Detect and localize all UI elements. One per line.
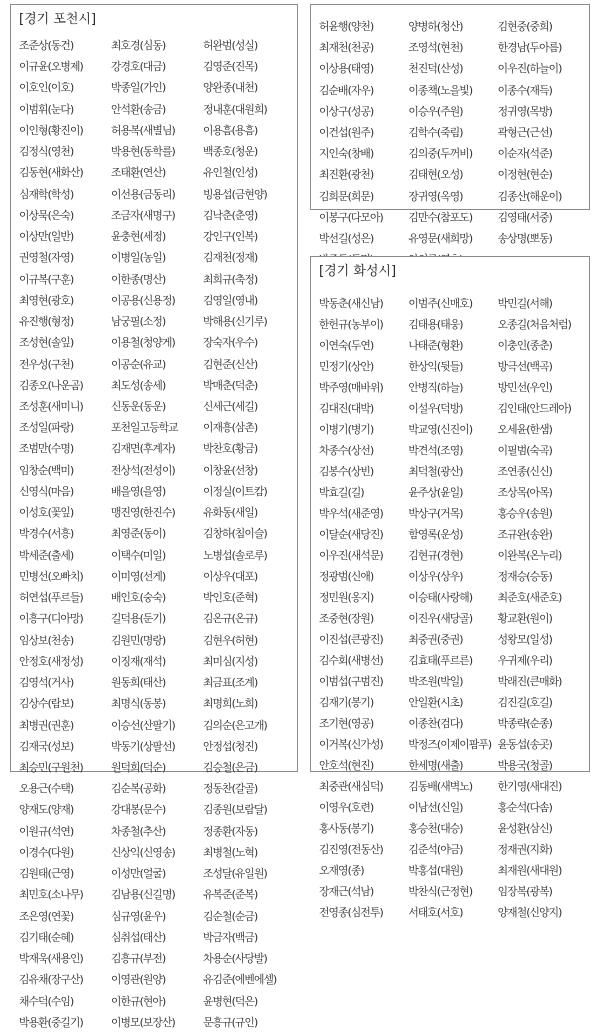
name-entry: 박찬식(근정현) bbox=[408, 885, 473, 899]
name-list bbox=[19, 35, 295, 1033]
name-entry: 박선길(성은) bbox=[319, 231, 374, 245]
name-entry: 오종길(처음처럼) bbox=[497, 318, 571, 332]
name-entry: 김영태(서중) bbox=[497, 210, 552, 224]
name-entry: 박종일(가인) bbox=[111, 81, 166, 95]
name-entry: 박래진(큰매화) bbox=[497, 675, 562, 689]
name-entry: 김남용(신길명) bbox=[111, 888, 175, 902]
name-entry: 안석환(송금) bbox=[111, 102, 166, 116]
name-entry: 민병선(오빠치) bbox=[19, 569, 83, 583]
name-entry: 김재국(성보) bbox=[19, 739, 74, 753]
name-entry: 김현중(중희) bbox=[497, 20, 552, 33]
name-entry: 심규영(윤우) bbox=[111, 909, 166, 923]
name-entry: 맹진영(한진수) bbox=[111, 506, 175, 520]
name-entry: 최준호(새준호) bbox=[497, 591, 562, 605]
name-entry: 최명희(노희) bbox=[203, 697, 258, 711]
name-entry: 차종철(추산) bbox=[111, 824, 166, 838]
name-entry: 최미심(지성) bbox=[203, 654, 258, 668]
name-entry: 전영종(심전투) bbox=[319, 906, 383, 920]
name-entry: 이달순(새당진) bbox=[319, 528, 383, 542]
name-entry: 김의중(두꺼비) bbox=[408, 147, 473, 161]
name-entry: 조상목(아목) bbox=[497, 486, 552, 500]
name-entry: 김봉수(상빈) bbox=[319, 465, 374, 479]
name-entry: 이범섭(구범진) bbox=[319, 675, 383, 689]
name-entry: 박금자(백금) bbox=[203, 930, 258, 944]
name-entry: 차용순(사당발) bbox=[203, 952, 267, 966]
name-entry: 양재도(양재) bbox=[19, 803, 74, 817]
name-list bbox=[319, 293, 587, 923]
name-entry: 박매춘(덕춘) bbox=[203, 378, 258, 392]
name-entry: 조중현(장원) bbox=[319, 612, 374, 626]
name-entry: 유인철(인성) bbox=[203, 166, 258, 180]
name-entry: 이병일(농일) bbox=[111, 251, 166, 265]
name-entry: 이규복(구훈) bbox=[19, 272, 74, 286]
name-entry: 이흥구(디아망) bbox=[19, 612, 83, 626]
name-entry: 홍승우(송원) bbox=[497, 507, 552, 521]
name-entry: 이상우(대포) bbox=[203, 569, 258, 583]
name-entry: 정동찬(갈골) bbox=[203, 782, 258, 796]
name-entry: 김태용(태웅) bbox=[408, 318, 463, 332]
name-entry: 홍순석(다솜) bbox=[497, 801, 552, 815]
name-entry: 김영석(거사) bbox=[19, 676, 74, 690]
name-entry: 윤동섭(송곳) bbox=[497, 738, 552, 752]
name-entry: 우귀제(우리) bbox=[497, 654, 552, 668]
name-entry: 한세명(새출) bbox=[408, 759, 463, 773]
name-entry: 김영준(진목) bbox=[203, 60, 258, 74]
name-entry: 임상보(천송) bbox=[19, 633, 74, 647]
name-entry: 이필범(숙곡) bbox=[497, 444, 552, 458]
name-entry: 지인숙(창배) bbox=[319, 147, 374, 161]
name-entry: 이성호(꽃잎) bbox=[19, 506, 74, 520]
name-entry: 박해용(신기루) bbox=[203, 315, 267, 329]
name-entry: 이종수(재득) bbox=[497, 83, 552, 97]
name-entry: 김의순(은고개) bbox=[203, 718, 267, 732]
name-entry: 이승선(산팔기) bbox=[111, 718, 175, 732]
name-entry: 김재천(정재) bbox=[203, 251, 258, 265]
name-entry: 김효태(푸르른) bbox=[408, 654, 473, 668]
name-entry: 이택수(미일) bbox=[111, 548, 166, 562]
name-entry: 강경호(대금) bbox=[111, 60, 166, 74]
name-entry: 이인형(황진이) bbox=[19, 123, 83, 137]
name-entry: 배을영(을영) bbox=[111, 484, 166, 498]
name-entry: 배인호(숭숙) bbox=[111, 591, 166, 605]
name-entry: 최덕철(광산) bbox=[408, 465, 463, 479]
name-entry: 방극선(백곡) bbox=[497, 360, 552, 374]
name-entry: 이종찬(검다) bbox=[408, 717, 463, 731]
name-entry: 문흥규(규인) bbox=[203, 1015, 258, 1029]
name-entry: 장귀영(옥영) bbox=[408, 189, 463, 203]
name-entry: 오용근(수택) bbox=[19, 782, 74, 796]
name-entry: 박조원(박일) bbox=[408, 675, 463, 689]
name-entry: 박효길(길) bbox=[319, 486, 364, 500]
name-entry: 정종환(자동) bbox=[203, 824, 258, 838]
name-entry: 이정실(이트캄) bbox=[203, 484, 267, 498]
name-entry: 전상석(전성이) bbox=[111, 463, 175, 477]
name-entry: 김수회(새병선) bbox=[319, 654, 383, 668]
name-entry: 이창윤(선창) bbox=[203, 463, 258, 477]
name-entry: 허윤행(양천) bbox=[319, 20, 374, 33]
name-entry: 최도성(송세) bbox=[111, 378, 166, 392]
name-entry: 방민선(우인) bbox=[497, 381, 552, 395]
name-entry: 박용현(동학를) bbox=[111, 145, 175, 159]
name-entry: 임장복(광복) bbox=[497, 885, 552, 899]
name-entry: 최민호(소나무) bbox=[19, 888, 83, 902]
name-entry: 김동현(새화산) bbox=[19, 166, 83, 180]
name-entry: 윤병현(덕은) bbox=[203, 994, 258, 1008]
name-entry: 백종호(청운) bbox=[203, 145, 258, 159]
name-entry: 김만수(참포도) bbox=[408, 210, 473, 224]
name-entry: 조준상(동건) bbox=[19, 39, 74, 52]
name-entry: 박우석(새준영) bbox=[319, 507, 383, 521]
name-entry: 김상수(람보) bbox=[19, 697, 74, 711]
name-entry: 김진길(호길) bbox=[497, 696, 552, 710]
name-entry: 이영관(원양) bbox=[111, 973, 166, 987]
name-entry: 노병섭(솔로루) bbox=[203, 548, 267, 562]
name-entry: 박인호(준혁) bbox=[203, 591, 258, 605]
name-entry: 이봉구(다모아) bbox=[319, 210, 383, 224]
name-entry: 김현규(경현) bbox=[408, 549, 463, 563]
name-entry: 이한종(명산) bbox=[111, 272, 166, 286]
name-entry: 유화동(새일) bbox=[203, 506, 258, 520]
name-entry: 최영현(광호) bbox=[19, 293, 74, 307]
name-entry: 원동희(태산) bbox=[111, 676, 166, 690]
name-entry: 최병권(권훈) bbox=[19, 718, 74, 732]
name-entry: 허용복(새별님) bbox=[111, 123, 175, 137]
name-entry: 차종수(상선) bbox=[319, 444, 374, 458]
name-entry: 이공용(신용정) bbox=[111, 293, 175, 307]
name-entry: 최호경(심동) bbox=[111, 39, 166, 52]
name-entry: 이우진(하늘이) bbox=[497, 62, 562, 76]
continued-donor-box bbox=[310, 4, 590, 245]
name-entry: 송상명(뽀동) bbox=[497, 231, 552, 245]
hwaseong-donor-box bbox=[310, 256, 590, 920]
name-entry: 김준석(야금) bbox=[408, 843, 463, 857]
name-entry: 이상묵(은숙) bbox=[19, 208, 74, 222]
name-entry: 조범만(수명) bbox=[19, 442, 74, 456]
name-entry: 성왕모(일성) bbox=[497, 633, 552, 647]
name-entry: 이거복(신가성) bbox=[319, 738, 383, 752]
name-entry: 이진우(새당골) bbox=[408, 612, 473, 626]
name-entry: 김대진(대박) bbox=[319, 402, 374, 416]
name-entry: 남궁필(소정) bbox=[111, 315, 166, 329]
name-entry: 이범주(신매호) bbox=[408, 297, 473, 310]
name-entry: 이병기(병기) bbox=[319, 423, 374, 437]
name-entry: 정재승(승동) bbox=[497, 570, 552, 584]
name-entry: 유김준(에벤에셀) bbox=[203, 973, 277, 987]
name-entry: 안호석(현진) bbox=[319, 759, 374, 773]
name-entry: 박민길(서해) bbox=[497, 297, 552, 310]
name-entry: 조성일(파랑) bbox=[19, 421, 74, 435]
name-entry: 오재영(종) bbox=[319, 864, 364, 878]
name-entry: 신세근(세길) bbox=[203, 399, 258, 413]
name-entry: 임창순(백미) bbox=[19, 463, 74, 477]
name-entry: 이남선(신일) bbox=[408, 801, 463, 815]
name-entry: 이종책(노을빛) bbox=[408, 83, 473, 97]
name-entry: 김순철(순금) bbox=[203, 909, 258, 923]
name-entry: 최재천(천공) bbox=[319, 41, 374, 55]
section-title: [경기 포천시] bbox=[19, 12, 97, 27]
name-entry: 정내훈(대원희) bbox=[203, 102, 267, 116]
name-entry: 김희문(희문) bbox=[319, 189, 374, 203]
name-entry: 이연숙(두연) bbox=[319, 339, 374, 353]
name-entry: 허연섭(푸르들) bbox=[19, 591, 83, 605]
name-entry: 나태준(형환) bbox=[408, 339, 463, 353]
name-entry: 박용국(청골) bbox=[497, 759, 552, 773]
name-entry: 신상익(신영송) bbox=[111, 845, 175, 859]
name-entry: 김현우(허현) bbox=[203, 633, 258, 647]
name-entry: 조규완(송완) bbox=[497, 528, 552, 542]
name-entry: 김진영(전동산) bbox=[319, 843, 383, 857]
name-entry: 권영철(자영) bbox=[19, 251, 74, 265]
name-entry: 김동배(새벽노) bbox=[408, 780, 473, 794]
name-entry: 함영록(운성) bbox=[408, 528, 463, 542]
name-entry: 이순자(석준) bbox=[497, 147, 552, 161]
name-entry: 빙용섭(금현양) bbox=[203, 187, 267, 201]
name-entry: 이용철(청양게) bbox=[111, 336, 175, 350]
pocheon-donor-box bbox=[10, 4, 298, 1029]
name-entry: 이범휘(눈다) bbox=[19, 102, 74, 116]
name-entry: 김창하(침이슬) bbox=[203, 527, 267, 541]
name-entry: 조성훈(새미니) bbox=[19, 399, 83, 413]
name-entry: 오세윤(한샘) bbox=[497, 423, 552, 437]
name-entry: 김순복(공화) bbox=[111, 782, 166, 796]
name-entry: 박주영(매바위) bbox=[319, 381, 383, 395]
name-entry: 이공순(유교) bbox=[111, 357, 166, 371]
name-entry: 한경남(두아름) bbox=[497, 41, 562, 55]
name-entry: 강인구(인복) bbox=[203, 230, 258, 244]
name-entry: 정재권(지화) bbox=[497, 843, 552, 857]
name-entry: 이정현(현순) bbox=[497, 168, 552, 182]
name-entry: 한상익(뒷들) bbox=[408, 360, 463, 374]
name-entry: 김종오(나운곰) bbox=[19, 378, 83, 392]
name-entry: 원덕희(덕순) bbox=[111, 760, 166, 774]
name-entry: 박정즈(이제이팜푸) bbox=[408, 738, 492, 752]
name-entry: 채수덕(수임) bbox=[19, 994, 74, 1008]
name-entry: 박용환(중길기) bbox=[19, 1015, 83, 1029]
name-entry: 박홍섭(대원) bbox=[408, 864, 463, 878]
name-entry: 한기영(새대진) bbox=[497, 780, 562, 794]
name-entry: 최영준(동이) bbox=[111, 527, 166, 541]
name-entry: 최중권(중권) bbox=[408, 633, 463, 647]
name-entry: 이상만(일반) bbox=[19, 230, 74, 244]
name-entry: 조기현(영공) bbox=[319, 717, 374, 731]
name-entry: 최희규(축정) bbox=[203, 272, 258, 286]
name-entry: 정광범(신애) bbox=[319, 570, 374, 584]
name-entry: 이징재(재석) bbox=[111, 654, 166, 668]
name-entry: 박찬호(황금) bbox=[203, 442, 258, 456]
name-entry: 양완종(내천) bbox=[203, 81, 258, 95]
name-entry: 최금표(조계) bbox=[203, 676, 258, 690]
name-entry: 김인태(안드레아) bbox=[497, 402, 571, 416]
name-entry: 박재욱(새용인) bbox=[19, 952, 83, 966]
name-entry: 이설우(덕방) bbox=[408, 402, 463, 416]
name-entry: 이한규(현아) bbox=[111, 994, 166, 1008]
name-entry: 최진환(광천) bbox=[319, 168, 374, 182]
name-entry: 안정호(새정성) bbox=[19, 654, 83, 668]
name-entry: 이진섭(큰광진) bbox=[319, 633, 383, 647]
name-entry: 이용흠(용흠) bbox=[203, 123, 258, 137]
name-entry: 이승우(주원) bbox=[408, 104, 463, 118]
name-entry: 이우진(새석문) bbox=[319, 549, 383, 563]
name-entry: 윤성환(삼신) bbox=[497, 822, 552, 836]
name-entry: 윤충현(세정) bbox=[111, 230, 166, 244]
name-entry: 김재면(후계자) bbox=[111, 442, 175, 456]
name-entry: 최재원(새대원) bbox=[497, 864, 562, 878]
name-entry: 이호인(이호) bbox=[19, 81, 74, 95]
name-entry: 이영우(호련) bbox=[319, 801, 374, 815]
name-entry: 서태호(서호) bbox=[408, 906, 463, 920]
name-entry: 이재흥(삼촌) bbox=[203, 421, 258, 435]
name-entry: 조태환(연산) bbox=[111, 166, 166, 180]
name-entry: 장재근(석남) bbox=[319, 885, 374, 899]
name-entry: 최중관(새심덕) bbox=[319, 780, 383, 794]
name-entry: 이경수(다원) bbox=[19, 845, 74, 859]
name-entry: 김기태(순혜) bbox=[19, 930, 74, 944]
name-entry: 안일환(시초) bbox=[408, 696, 463, 710]
name-entry: 박동춘(새신남) bbox=[319, 297, 383, 310]
name-entry: 조은영(연꽃) bbox=[19, 909, 74, 923]
name-entry: 박종략(순종) bbox=[497, 717, 552, 731]
name-entry: 박교영(신진이) bbox=[408, 423, 473, 437]
name-entry: 정귀영(목방) bbox=[497, 104, 552, 118]
name-entry: 허완범(성실) bbox=[203, 39, 258, 52]
name-entry: 양재철(신양지) bbox=[497, 906, 562, 920]
name-entry: 이충인(종춘) bbox=[497, 339, 552, 353]
name-entry: 신동운(동운) bbox=[111, 399, 166, 413]
name-entry: 김재기(봉기) bbox=[319, 696, 374, 710]
name-entry: 김순배(자우) bbox=[319, 83, 374, 97]
name-entry: 김흥규(부전) bbox=[111, 952, 166, 966]
name-entry: 박상구(거목) bbox=[408, 507, 463, 521]
name-entry: 최승민(구원천) bbox=[19, 760, 83, 774]
name-entry: 김정식(영천) bbox=[19, 145, 74, 159]
name-list bbox=[319, 16, 587, 270]
name-entry: 심취섭(태산) bbox=[111, 930, 166, 944]
name-entry: 윤주상(윤일) bbox=[408, 486, 463, 500]
name-entry: 조금자(새명구) bbox=[111, 208, 175, 222]
name-entry: 강대봉(문수) bbox=[111, 803, 166, 817]
name-entry: 천진덕(산성) bbox=[408, 62, 463, 76]
name-entry: 김원태(근영) bbox=[19, 867, 74, 881]
name-entry: 박동기(상팔선) bbox=[111, 739, 175, 753]
name-entry: 김태현(오성) bbox=[408, 168, 463, 182]
name-entry: 조영석(현천) bbox=[408, 41, 463, 55]
section-title: [경기 화성시] bbox=[319, 264, 397, 279]
name-entry: 박세준(출세) bbox=[19, 548, 74, 562]
name-entry: 김낙춘(춘영) bbox=[203, 208, 258, 222]
name-entry: 최병철(노혁) bbox=[203, 845, 258, 859]
name-entry: 한헌규(농부이) bbox=[319, 318, 383, 332]
name-entry: 이미영(선게) bbox=[111, 569, 166, 583]
name-entry: 장숙자(우수) bbox=[203, 336, 258, 350]
name-entry: 김승철(은금) bbox=[203, 760, 258, 774]
name-entry: 박견석(조영) bbox=[408, 444, 463, 458]
name-entry: 민정기(상안) bbox=[319, 360, 374, 374]
name-entry: 유복준(준복) bbox=[203, 888, 258, 902]
name-entry: 길덕용(둔기) bbox=[111, 612, 166, 626]
name-entry: 조연종(신신) bbox=[497, 465, 552, 479]
name-entry: 이선용(금동리) bbox=[111, 187, 175, 201]
name-entry: 이상구(성공) bbox=[319, 104, 374, 118]
name-entry: 이병모(보장산) bbox=[111, 1015, 175, 1029]
name-entry: 이승태(사랑해) bbox=[408, 591, 473, 605]
name-entry: 홍사동(봉기) bbox=[319, 822, 374, 836]
name-entry: 김영일(영내) bbox=[203, 293, 258, 307]
name-entry: 이상용(태영) bbox=[319, 62, 374, 76]
name-entry: 이원규(석연) bbox=[19, 824, 74, 838]
name-entry: 홍승천(대승) bbox=[408, 822, 463, 836]
name-entry: 김종원(보람달) bbox=[203, 803, 267, 817]
name-entry: 김유채(장구산) bbox=[19, 973, 83, 987]
name-entry: 이성만(얼굴) bbox=[111, 867, 166, 881]
name-entry: 조성현(솔잎) bbox=[19, 336, 74, 350]
name-entry: 신영식(마음) bbox=[19, 484, 74, 498]
name-entry: 김온규(온규) bbox=[203, 612, 258, 626]
name-entry: 박경수(서흥) bbox=[19, 527, 74, 541]
name-entry: 양병하(청산) bbox=[408, 20, 463, 33]
name-entry: 유진행(형정) bbox=[19, 315, 74, 329]
name-entry: 황교환(원이) bbox=[497, 612, 552, 626]
name-entry: 김현준(신산) bbox=[203, 357, 258, 371]
name-entry: 안정섭(청진) bbox=[203, 739, 258, 753]
name-entry: 이규윤(오병제) bbox=[19, 60, 83, 74]
name-entry: 김원민(명랑) bbox=[111, 633, 166, 647]
name-entry: 정민원(옹지) bbox=[319, 591, 374, 605]
name-entry: 심재학(학성) bbox=[19, 187, 74, 201]
name-entry: 곽형근(근선) bbox=[497, 125, 552, 139]
name-entry: 이건섭(원주) bbox=[319, 125, 374, 139]
name-entry: 유영문(새희망) bbox=[408, 231, 473, 245]
name-entry: 최명식(동봉) bbox=[111, 697, 166, 711]
name-entry: 포천일고등학교 bbox=[111, 421, 178, 435]
name-entry: 이완복(온누리) bbox=[497, 549, 562, 563]
name-entry: 이상우(상우) bbox=[408, 570, 463, 584]
name-entry: 조성달(유일원) bbox=[203, 867, 267, 881]
name-entry: 안병직(하늘) bbox=[408, 381, 463, 395]
name-entry: 김종산(해운이) bbox=[497, 189, 562, 203]
name-entry: 전우성(구천) bbox=[19, 357, 74, 371]
name-entry: 김학수(죽림) bbox=[408, 125, 463, 139]
